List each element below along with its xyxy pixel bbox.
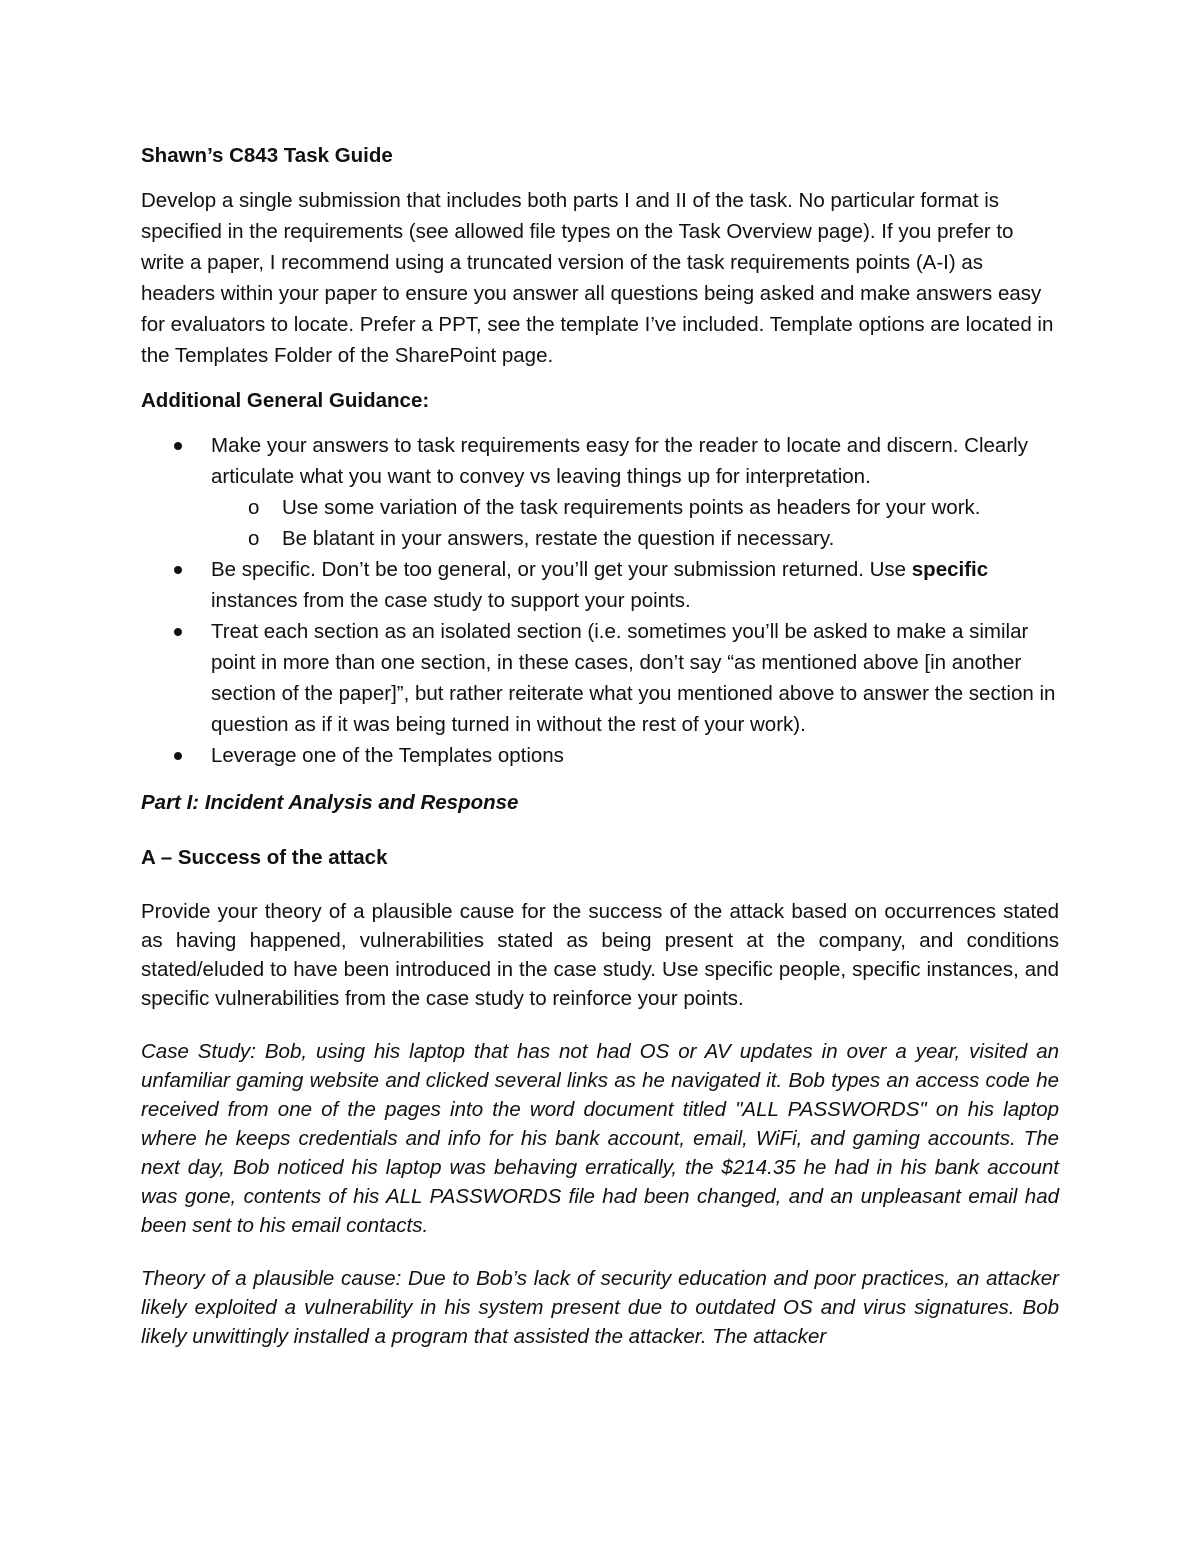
case-study-paragraph: Case Study: Bob, using his laptop that has not had OS or AV updates in over a year, visited an unfamiliar gaming website and clicked several links as he navigated it. Bob types an access code he received from one of the pages into the word document titled "ALL PASSWORDS" on his laptop where he keeps credentials and info for his bank account, email, WiFi, and gaming accounts. The next day, Bob noticed his laptop was behaving erratically, the $214.35 he had in his bank account was gone, contents of his ALL PASSWORDS file had been changed, and an unpleasant email had been sent to his email contacts. [141,1040,1059,1237]
guidance-subitem-1 [211,492,1059,523]
guidance-item-text: Leverage one of the Templates options [211,744,564,767]
intro-paragraph: Develop a single submission that includes both parts I and II of the task. No particular format is specified in the requirements (see allowed file types on the Task Overview page). If you prefer to write a paper, I recommend using a truncated version of the task requirements points (A-I) as headers within your paper to ensure you answer all questions being asked and make answers easy for evaluators to locate. Prefer a PPT, see the template I’ve included. Template options are located in the Templates Folder of the SharePoint page. [141,189,1054,367]
bullet-icon [174,628,182,636]
bullet-icon [174,566,182,574]
guidance-subitem-text: Use some variation of the task requirements points as headers for your work. [282,496,981,519]
guidance-item-emphasis: specific [911,558,989,581]
bullet-icon [174,442,182,450]
guidance-item-text: Make your answers to task requirements easy for the reader to locate and discern. Clearly articulate what you want to convey vs leaving things up for interpretation. [211,434,1028,488]
guidance-list [141,430,1059,771]
theory-paragraph: Theory of a plausible cause: Due to Bob’s lack of security education and poor practices, an attacker likely exploited a vulnerability in his system present due to outdated OS and virus signatures. Bob likely unwittingly installed a program that assisted the attacker. The attacker [141,1267,1059,1348]
circle-bullet-icon: o [248,496,260,519]
guidance-item-2 [141,554,1059,616]
guidance-item-text-after: instances from the case study to support your points. [211,589,691,612]
circle-bullet-icon: o [248,527,260,550]
guidance-item-1 [141,430,1059,554]
guidance-subitem-text: Be blatant in your answers, restate the question if necessary. [282,527,835,550]
guidance-item-text: Treat each section as an isolated section (i.e. sometimes you’ll be asked to make a similar point in more than one section, in these cases, don’t say “as mentioned above [in another section of the paper]”, but rather reiterate what you mentioned above to answer the section in question as if it was being turned in without the rest of your work). [211,620,1056,736]
guidance-label: Additional General Guidance: [141,389,430,412]
part1-heading: Part I: Incident Analysis and Response [141,791,519,814]
guidance-item-4 [141,740,1059,771]
guidance-item-text-before: Be specific. Don’t be too general, or you’ll get your submission returned. Use [211,558,912,581]
guidance-item-3 [141,616,1059,740]
bullet-icon [174,752,182,760]
section-a-body: Provide your theory of a plausible cause for the success of the attack based on occurrences stated as having happened, vulnerabilities stated as being present at the company, and conditions stated/eluded to have been introduced in the case study. Use specific people, specific instances, and specific vulnerabilities from the case study to reinforce your points. [141,900,1059,1010]
section-a-heading: A – Success of the attack [141,846,388,869]
guidance-sublist [211,492,1059,554]
guidance-subitem-2 [211,523,1059,554]
document-title: Shawn’s C843 Task Guide [141,144,393,167]
document-content [141,140,1059,1375]
